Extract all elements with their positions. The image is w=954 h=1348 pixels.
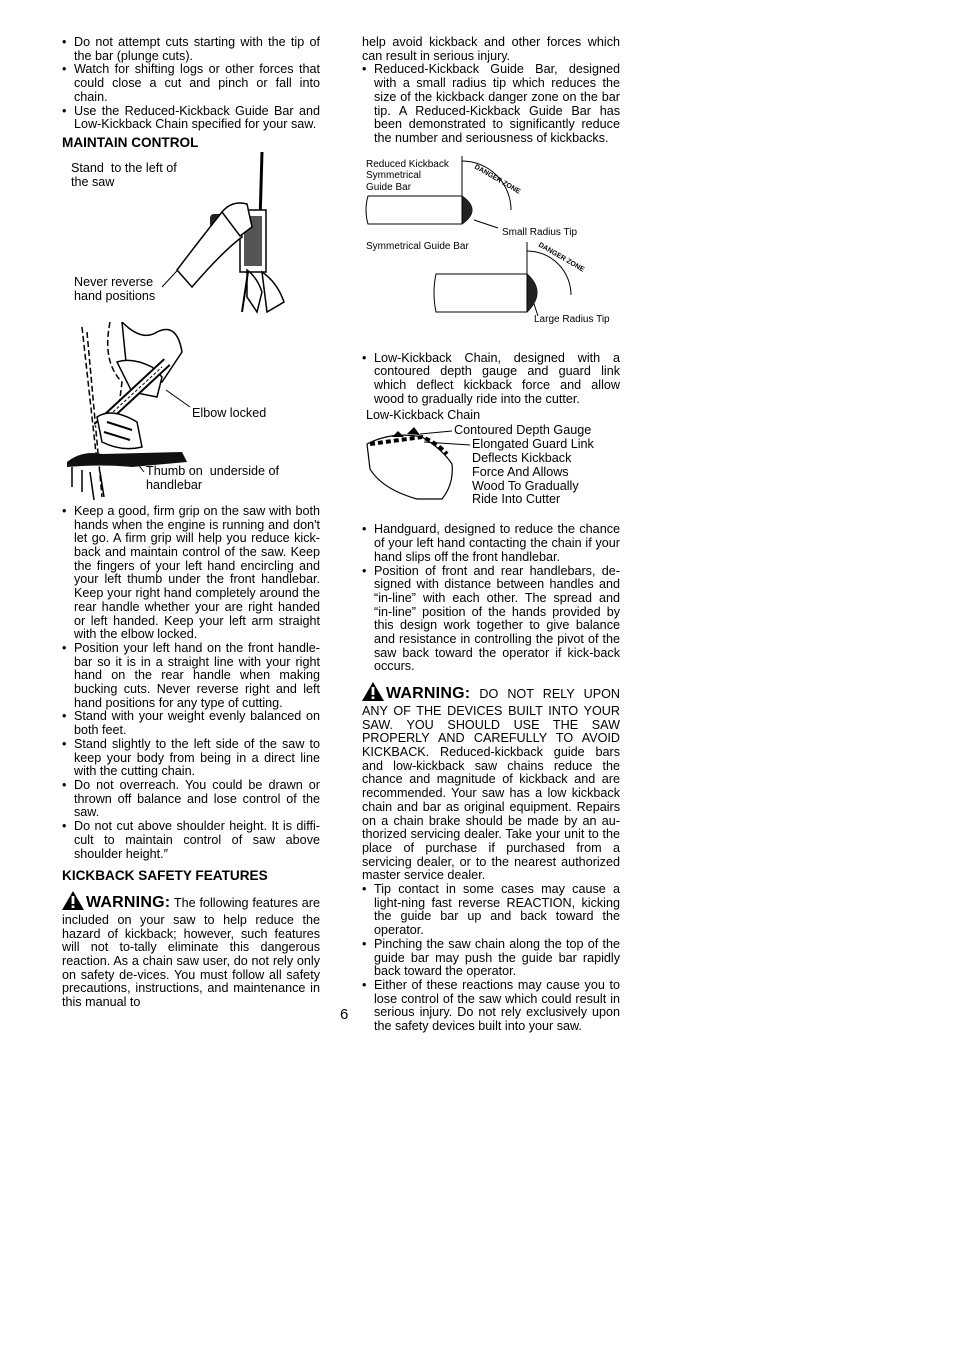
warning-label: WARNING: [386,685,471,703]
warning-triangle-icon [62,891,84,914]
list-item: • Do not cut above shoulder height. It is diffi-cult to maintain control of saw above shoulder height.″ [62,820,320,861]
maintain-control-heading: MAINTAIN CONTROL [62,134,199,150]
elbow-locked-label: Elbow locked [192,405,267,420]
list-item: • Watch for shifting logs or other forces that could close a cut and pinch or fall into chain. [62,63,320,104]
list-item: • Pinching the saw chain along the top of the guide bar may push the guide bar rapidly back toward the operator. [362,938,620,979]
stand-left-label: Stand to the left of the saw [71,160,177,189]
operator-arm-drawing [62,322,320,500]
list-item: • Reduced-Kickback Guide Bar, designed with a small radius tip which reduces the size of the kickback danger zone on the bar tip. A Reduced-Kickback Guide Bar has been demonstrated to significantly reduce the number and seriousness of kickbacks. [362,63,620,145]
danger-zone-text: DANGER ZONE [473,163,522,196]
kickback-safety-heading: KICKBACK SAFETY FEATURES [62,868,268,884]
warning-text: The following features are included on your saw to help reduce the hazard of kickback; however, such features will not to-tally eliminate this dangerous reaction. As a chain saw user, do not rely only on safety de-vices. You must follow all safety precautions, instructions, and maintenance in this manual to [62,896,320,1010]
list-item: • Keep a good, firm grip on the saw with both hands when the engine is running and don't let go. A firm grip will help you reduce kick-back and maintain control of the saw. Keep the fingers of your left hand encircling and your left thumb under the front handlebar. Keep your right hand completely around the rear handle whether your are right handed or left handed. Keep your left arm straight with the elbow locked. [62,505,320,642]
list-item: • Position of front and rear handlebars, de-signed with distance between handles and “in-line” with each other. The spread and “in-line” position of the hands provided by this design work together to give balance and resistance in controlling the pivot of the saw back toward the operator if kick-back occurs. [362,565,620,675]
list-item: • Either of these reactions may cause you to lose control of the saw which could result in serious injury. Do not rely exclusively upon the safety devices built into your saw. [362,979,620,1034]
thumb-underside-label: Thumb on underside of handlebar [146,463,280,492]
control-bullet-list [62,505,320,861]
continued-paragraph: help avoid kickback and other forces which can result in serious injury. [362,35,620,63]
warning-label: WARNING: [86,894,171,912]
right-column [362,36,620,1034]
low-kickback-chain-diagram [362,409,620,517]
elongated-guard-link-label: Elongated Guard Link Deflects Kickback Force And Allows Wood To Gradually Ride Into Cutter [472,437,594,507]
page-number: 6 [340,1006,349,1023]
elbow-locked-illustration [62,322,320,500]
reduced-kickback-label: Reduced Kickback Symmetrical Guide Bar [366,158,449,193]
large-radius-tip-label: Large Radius Tip [534,313,610,325]
handguard-bullet-list [362,523,620,674]
list-item: • Use the Reduced-Kickback Guide Bar and Low-Kickback Chain specified for your saw. [62,105,320,132]
left-column [62,36,320,1010]
list-item: • Stand with your weight evenly balanced on both feet. [62,710,320,737]
list-item: • Do not overreach. You could be drawn or thrown off balance and lose control of the saw. [62,779,320,820]
list-item: • Low-Kickback Chain, designed with a contoured depth gauge and guard link which deflect kickback force and allow wood to gradually ride into the cutter. [362,352,620,407]
intro-bullet-list [62,36,320,132]
danger-zone-text: DANGER ZONE [537,241,586,274]
chain-drawing [362,409,620,517]
warning-text: DO NOT RELY UPON ANY OF THE DEVICES BUILT INTO YOUR SAW. YOU SHOULD USE THE SAW PROPERLY AND CAREFULLY TO AVOID KICKBACK. Reduced-kickback guide bars and low-kickback saw chains reduce the chance and magnitude of kickback and are recommended. Your saw has a low kickback chain and bar as original equipment. Repairs on a chain brake should be made by an au-thorized servicing dealer. Take your unit to the place of purchase if purchased from a servicing dealer, or to the nearest authorized master service dealer. [362,687,620,883]
reaction-bullet-list [362,883,620,1034]
list-item: • Position your left hand on the front handle-bar so it is in a straight line with your right hand on the rear handle when making bucking cuts. Never reverse right and left hand positions for any type of cutting. [62,642,320,711]
chain-bullet-list [362,352,620,407]
list-item: • Stand slightly to the left side of the saw to keep your body from being in a direct line with the cutting chain. [62,738,320,779]
list-item: • Do not attempt cuts starting with the tip of the bar (plunge cuts). [62,36,320,63]
never-reverse-label: Never reverse hand positions [74,274,156,303]
contoured-depth-gauge-label: Contoured Depth Gauge [454,423,592,438]
list-item: • Tip contact in some cases may cause a light-ning fast reverse REACTION, kicking the guide bar up and back toward the operator. [362,883,620,938]
list-item: • Handguard, designed to reduce the chance of your left hand contacting the chain if your hand slips off the front handlebar. [362,523,620,564]
symmetrical-guide-bar-label: Symmetrical Guide Bar [366,240,469,252]
guide-bar-bullet-list [362,63,620,145]
kickback-warning-paragraph [62,891,320,1010]
guide-bar-diagram [362,156,620,352]
do-not-rely-warning-paragraph [362,682,620,883]
small-radius-tip-label: Small Radius Tip [502,226,578,238]
saw-hands-drawing [62,152,320,317]
low-kickback-chain-title: Low-Kickback Chain [366,408,481,423]
warning-triangle-icon [362,682,384,705]
stance-illustration [62,152,320,317]
bar-tip-drawing [362,156,620,352]
